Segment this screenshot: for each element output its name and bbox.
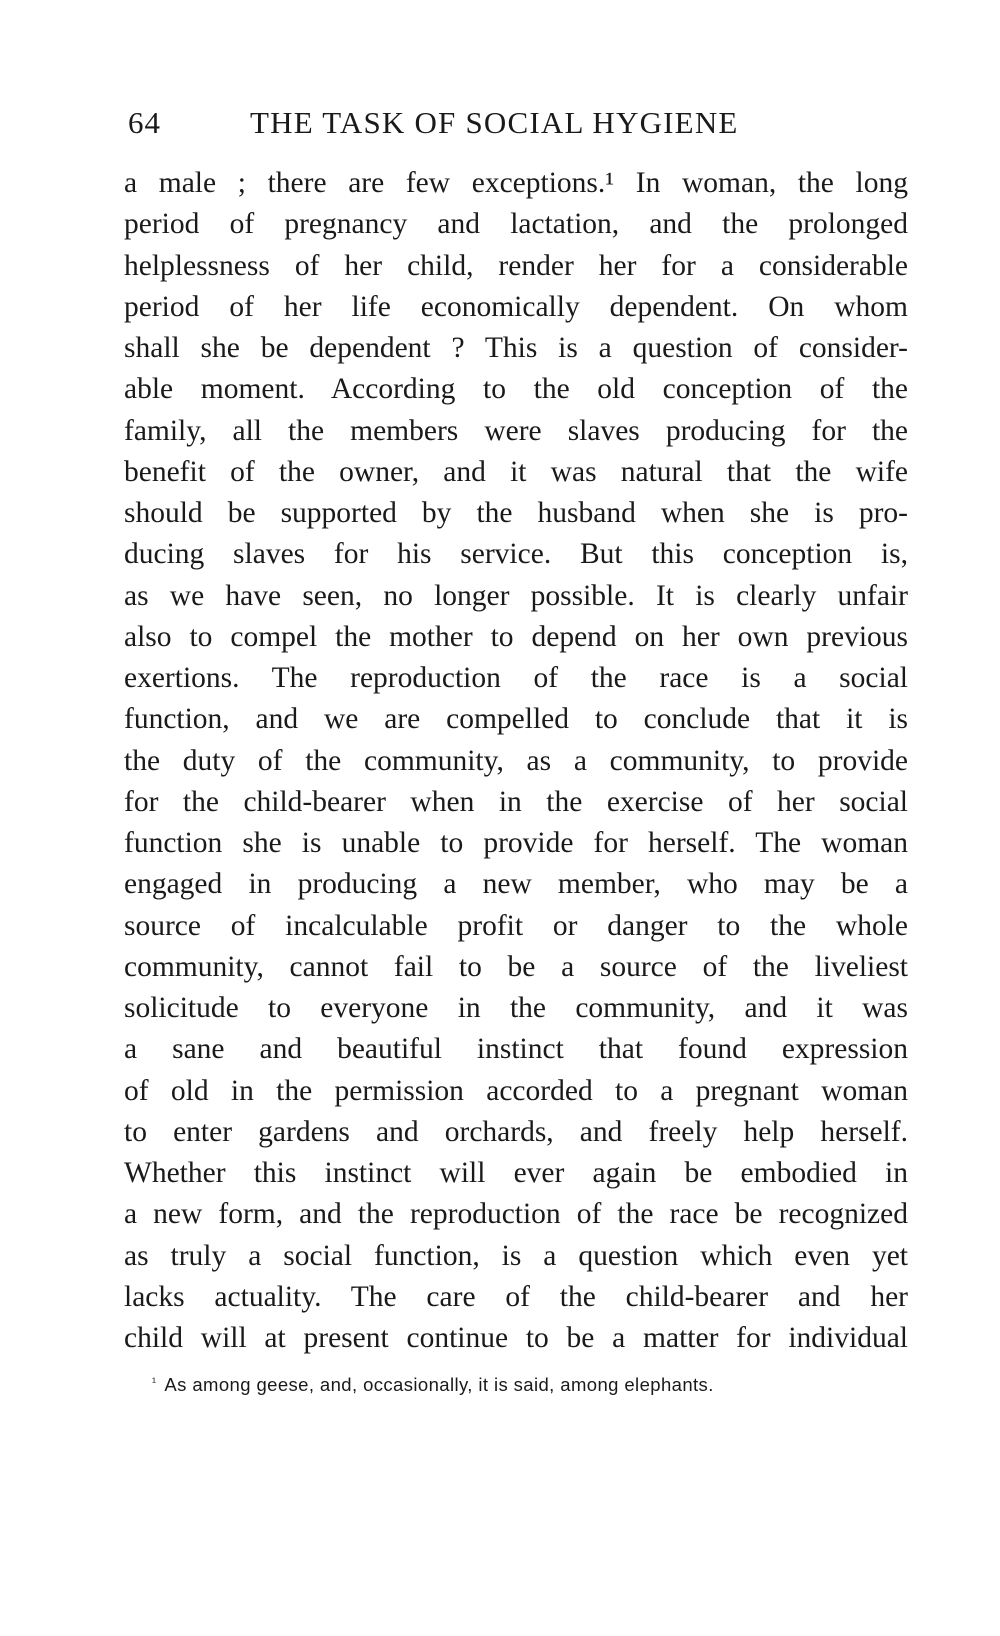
text-line: a new form, and the reproduction of the race be recognized bbox=[124, 1198, 908, 1231]
text-line: Whether this instinct will ever again be embodied in bbox=[124, 1157, 908, 1189]
text-line: function she is unable to provide for herself. The woman bbox=[124, 827, 908, 859]
text-line: function, and we are compelled to conclude that it is bbox=[124, 703, 908, 736]
footnote-marker: ¹ bbox=[152, 1375, 157, 1389]
text-line: also to compel the mother to depend on her own previous bbox=[124, 620, 908, 653]
text-line: ducing slaves for his service. But this conception is, bbox=[124, 538, 908, 571]
text-line: of old in the permission accorded to a pregnant woman bbox=[124, 1074, 908, 1107]
footnote-text: As among geese, and, occasionally, it is said, among elephants. bbox=[164, 1374, 714, 1395]
text-line: solicitude to everyone in the community, and it was bbox=[124, 992, 908, 1024]
text-line: engaged in producing a new member, who may be a bbox=[124, 868, 908, 901]
page-number: 64 bbox=[128, 105, 161, 140]
text-line: able moment. According to the old conception of the bbox=[124, 373, 908, 406]
text-line: lacks actuality. The care of the child-bearer and her bbox=[124, 1280, 908, 1313]
text-line: as truly a social function, is a question which even yet bbox=[124, 1239, 908, 1272]
text-line: exertions. The reproduction of the race is a social bbox=[124, 662, 908, 694]
text-line: community, cannot fail to be a source of the liveliest bbox=[124, 950, 908, 983]
text-line: a sane and beautiful instinct that found expression bbox=[124, 1033, 908, 1066]
text-line: period of pregnancy and lactation, and the prolonged bbox=[124, 208, 908, 241]
text-line: a male ; there are few exceptions.¹ In woman, the long bbox=[124, 167, 908, 199]
text-line: period of her life economically dependent. On whom bbox=[124, 290, 908, 323]
text-line: to enter gardens and orchards, and freely help herself. bbox=[124, 1115, 908, 1148]
text-line: shall she be dependent ? This is a question of consider- bbox=[124, 332, 908, 364]
running-head bbox=[128, 105, 888, 149]
text-line: the duty of the community, as a community, to provide bbox=[124, 744, 908, 777]
text-line: family, all the members were slaves producing for the bbox=[124, 414, 908, 447]
text-line: benefit of the owner, and it was natural that the wife bbox=[124, 455, 908, 488]
text-line: should be supported by the husband when she is pro- bbox=[124, 497, 908, 529]
text-line: as we have seen, no longer possible. It is clearly unfair bbox=[124, 579, 908, 612]
running-title: THE TASK OF SOCIAL HYGIENE bbox=[250, 105, 739, 140]
text-line: helplessness of her child, render her for a considerable bbox=[124, 249, 908, 282]
text-line: child will at present continue to be a matter for individual bbox=[124, 1322, 908, 1354]
text-line: source of incalculable profit or danger to the whole bbox=[124, 909, 908, 942]
body-text bbox=[124, 163, 908, 1359]
footnote bbox=[152, 1374, 892, 1396]
text-line: for the child-bearer when in the exercise of her social bbox=[124, 785, 908, 818]
